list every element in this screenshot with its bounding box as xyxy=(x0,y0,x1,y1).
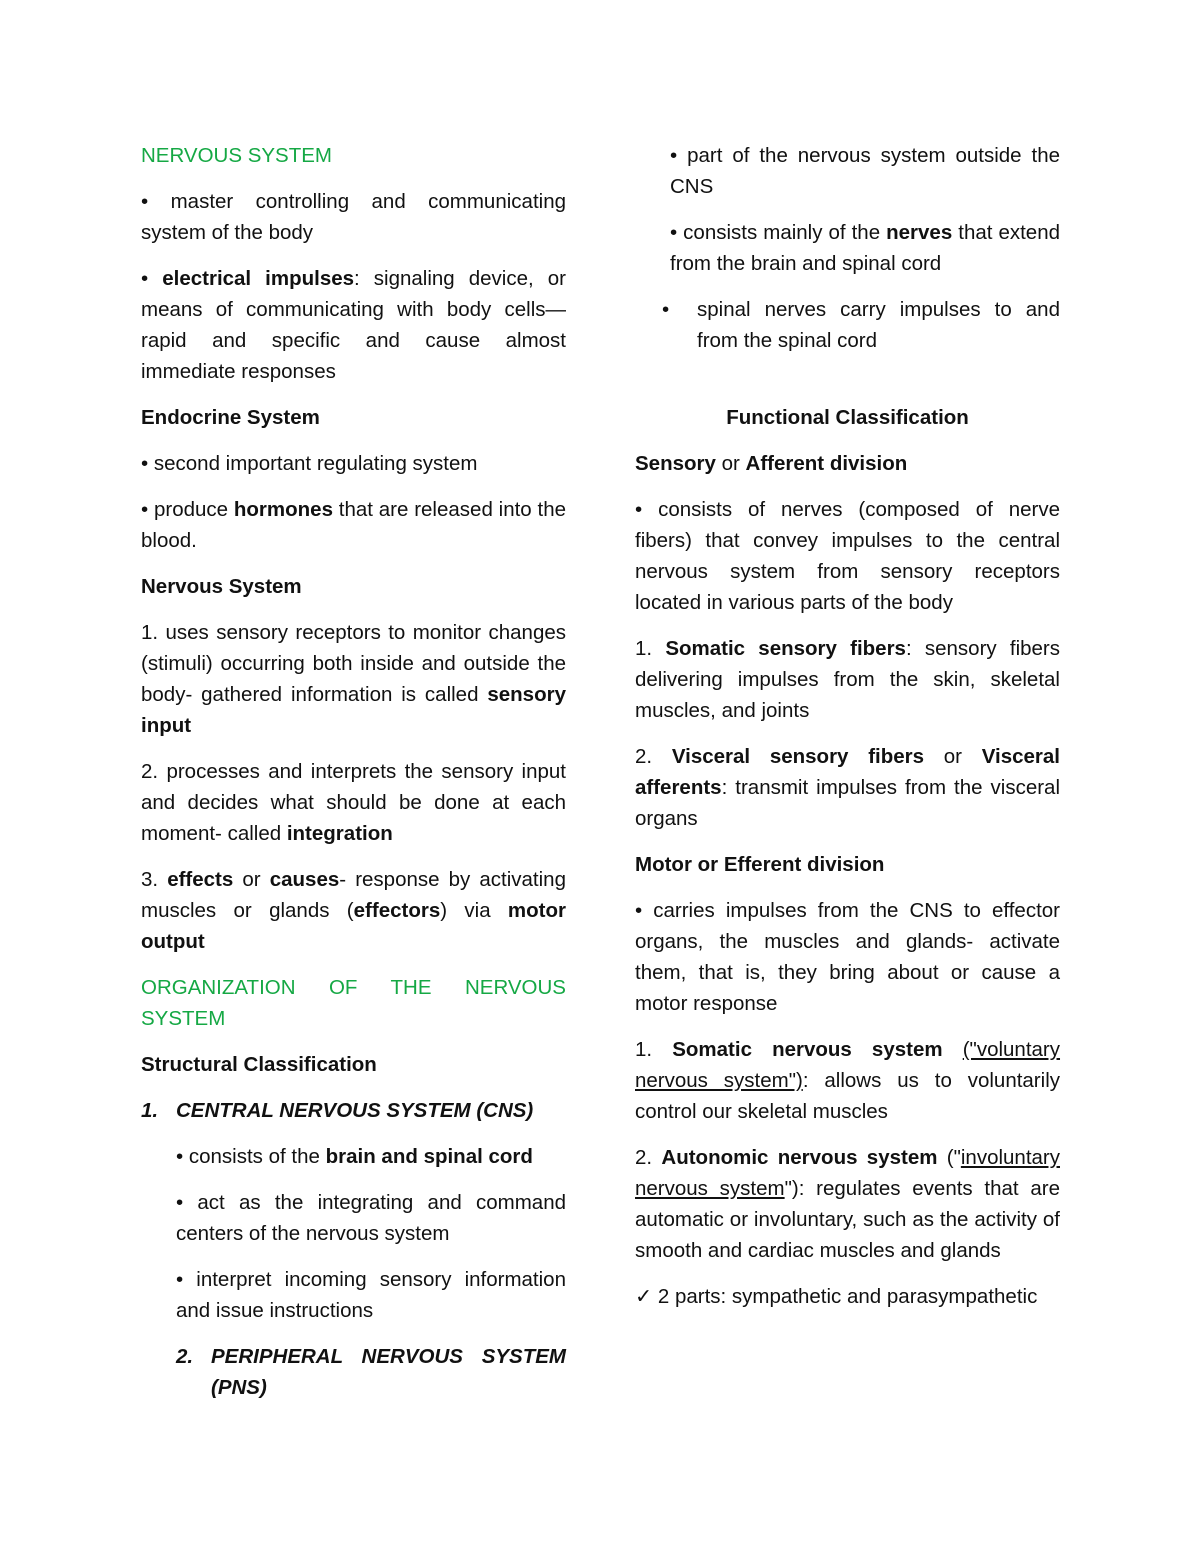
cns-number: 1. xyxy=(141,1099,159,1122)
sensory-bullet-1: • consists of nerves (composed of nerve fibers) that convey impulses to the central nervous system from sensory receptors located in various parts of the body xyxy=(635,498,1060,614)
structural-heading: Structural Classification xyxy=(141,1053,377,1076)
nervous-item-1-text: 1. uses sensory receptors to monitor changes (stimuli) occurring both inside and outside the body- gathered information is called xyxy=(141,621,566,706)
term-involuntary-nervous-system: involuntary nervous system xyxy=(635,1146,1060,1200)
cns-bullet-1 xyxy=(176,1141,566,1172)
nervous-item-1 xyxy=(141,617,566,741)
sensory-item-2-text: : transmit impulses from the visceral organs xyxy=(635,776,1060,830)
endocrine-bullet-2 xyxy=(141,494,566,556)
cns-bullet-3: • interpret incoming sensory information and issue instructions xyxy=(176,1268,566,1322)
sensory-item-1-num: 1. xyxy=(635,637,666,660)
endocrine-bullet-1: • second important regulating system xyxy=(141,452,478,475)
left-column xyxy=(141,140,566,1418)
functional-heading: Functional Classification xyxy=(726,406,969,429)
nervous-item-3-text: - response by activating muscles or glands ( xyxy=(141,868,566,922)
sensory-heading-or: or xyxy=(715,452,746,475)
nervous-item-3 xyxy=(141,864,566,957)
pns-bullet-1: • part of the nervous system outside the CNS xyxy=(670,144,1060,198)
organization-heading: ORGANIZATION OF THE NERVOUS SYSTEM xyxy=(141,976,566,1030)
sensory-item-1 xyxy=(635,633,1060,726)
sensory-heading-1: Sensory xyxy=(635,452,716,475)
ns-bullet-2-text: : signaling device, or means of communicating with body cells— rapid and specific and cause almost immediate responses xyxy=(141,267,566,383)
sensory-item-2 xyxy=(635,741,1060,834)
motor-item-1-space xyxy=(943,1038,963,1061)
term-hormones: hormones xyxy=(233,498,333,521)
motor-heading-1: Motor xyxy=(635,853,692,876)
pns-bullet-3 xyxy=(635,294,1060,356)
cns-bullet-1-pre: • consists of the xyxy=(176,1145,326,1168)
endocrine-bullet-2-text: that are released into the blood. xyxy=(141,498,566,552)
nervous-item-3-via: ) via xyxy=(440,899,508,922)
motor-heading-2: Efferent division xyxy=(723,853,885,876)
term-voluntary-nervous-system: ("voluntary nervous system") xyxy=(635,1038,1061,1092)
motor-heading-or: or xyxy=(691,853,724,876)
sensory-heading-2: Afferent division xyxy=(745,452,908,475)
pns-title: PERIPHERAL NERVOUS SYSTEM (PNS) xyxy=(211,1345,566,1399)
term-electrical-impulses: electrical impulses xyxy=(162,267,355,290)
nervous-item-3-or: or xyxy=(233,868,270,891)
motor-bullet-1: • carries impulses from the CNS to effector organs, the muscles and glands- activate them, that is, they bring about or cause a motor response xyxy=(635,899,1060,1015)
term-motor-output: motor output xyxy=(141,899,566,953)
term-brain-spinal-cord: brain and spinal cord xyxy=(325,1145,533,1168)
sensory-item-2-num: 2. xyxy=(635,745,672,768)
sensory-heading xyxy=(635,448,1060,479)
pns-bullet-2 xyxy=(670,217,1060,279)
term-somatic-sensory-fibers: Somatic sensory fibers xyxy=(665,637,906,660)
nervous-item-3-num: 3. xyxy=(141,868,168,891)
bullet-dot-icon: • xyxy=(662,298,670,321)
ns-bullet-2: • electrical impulses: signaling device, or means of communicating with body cells— rapid and specific and cause almost immediate responses xyxy=(141,267,566,383)
motor-item-2 xyxy=(635,1142,1060,1266)
cns-title-row xyxy=(141,1095,566,1126)
motor-item-1 xyxy=(635,1034,1060,1127)
pns-bullet-2-pre: • consists mainly of the xyxy=(670,221,887,244)
term-effects: effects xyxy=(167,868,234,891)
nervous-item-2 xyxy=(141,756,566,849)
pns-number: 2. xyxy=(176,1345,194,1368)
motor-item-1-text: : allows us to voluntarily control our skeletal muscles xyxy=(635,1069,1060,1123)
term-effectors: effectors xyxy=(353,899,441,922)
motor-heading xyxy=(635,849,1060,880)
endocrine-heading: Endocrine System xyxy=(141,406,320,429)
term-visceral-afferents: Visceral afferents xyxy=(635,745,1060,799)
motor-item-2-pre: (" xyxy=(937,1146,961,1169)
sensory-item-1-text: : sensory fibers delivering impulses from the skin, skeletal muscles, and joints xyxy=(635,637,1061,722)
endocrine-bullet-2-pre: • produce xyxy=(141,498,234,521)
motor-item-2-text: "): regulates events that are automatic or involuntary, such as the activity of smooth and cardiac muscles and glands xyxy=(635,1177,1060,1262)
right-column xyxy=(635,140,1060,1327)
sensory-item-2-or: or xyxy=(924,745,982,768)
nervous-system-heading: NERVOUS SYSTEM xyxy=(141,144,332,167)
term-autonomic-nervous-system: Autonomic nervous system xyxy=(661,1146,938,1169)
motor-item-1-num: 1. xyxy=(635,1038,673,1061)
cns-title: CENTRAL NERVOUS SYSTEM (CNS) xyxy=(176,1099,534,1122)
term-sensory-input: sensory input xyxy=(141,683,566,737)
cns-bullet-2: • act as the integrating and command centers of the nervous system xyxy=(176,1191,566,1245)
term-somatic-nervous-system: Somatic nervous system xyxy=(672,1038,943,1061)
term-integration: integration xyxy=(286,822,393,845)
nervous-heading: Nervous System xyxy=(141,575,302,598)
pns-bullet-3-text: spinal nerves carry impulses to and from the spinal cord xyxy=(697,298,1060,352)
term-causes: causes xyxy=(269,868,340,891)
motor-item-2-num: 2. xyxy=(635,1146,662,1169)
motor-parts-note: ✓ 2 parts: sympathetic and parasympathetic xyxy=(635,1285,1038,1308)
term-nerves: nerves xyxy=(886,221,953,244)
pns-bullet-2-text: that extend from the brain and spinal cord xyxy=(670,221,1060,275)
term-visceral-sensory-fibers: Visceral sensory fibers xyxy=(671,745,925,768)
pns-title-row xyxy=(141,1341,566,1403)
nervous-item-2-text: 2. processes and interprets the sensory input and decides what should be done at each moment- called xyxy=(141,760,566,845)
ns-bullet-1: • master controlling and communicating system of the body xyxy=(141,190,566,244)
